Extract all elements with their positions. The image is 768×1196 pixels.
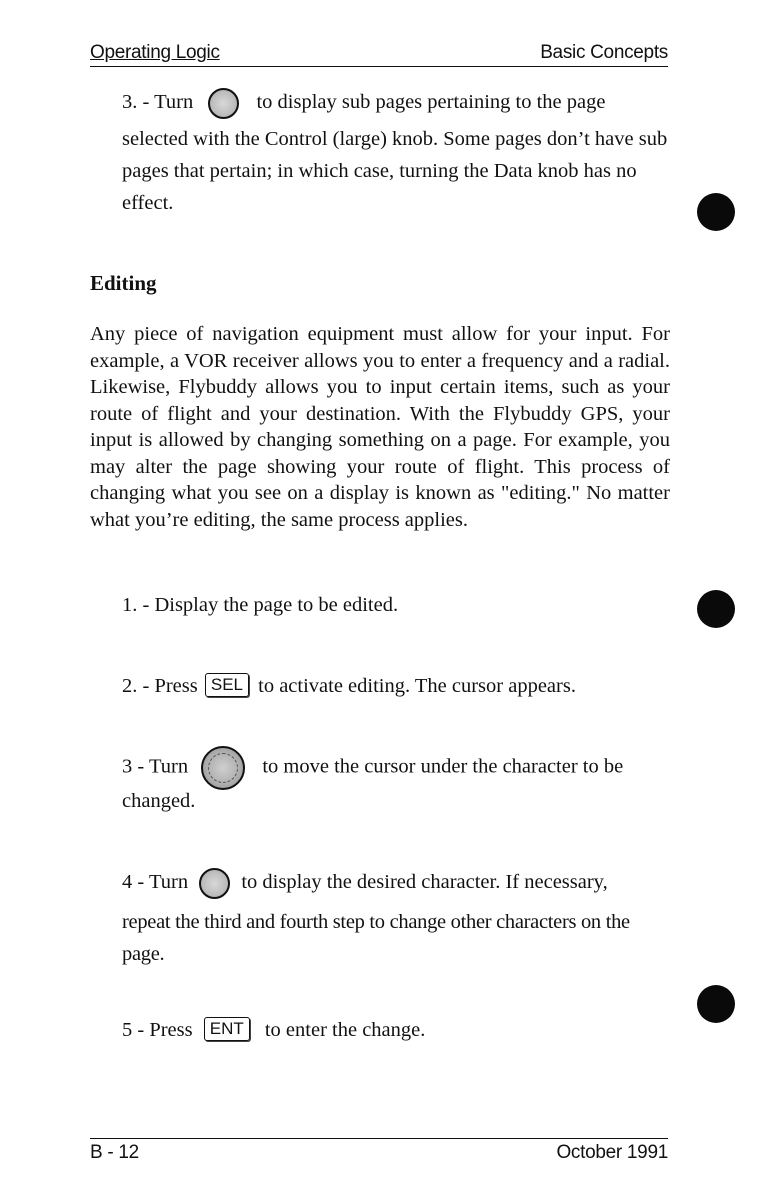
control-knob-icon <box>201 746 245 790</box>
intro-step-lead: 3. - Turn <box>122 91 194 114</box>
sel-key-icon: SEL <box>205 673 249 697</box>
step-3-text: to move the cursor under the character to be <box>262 755 624 778</box>
step-5 <box>122 1017 425 1042</box>
editing-paragraph: Any piece of navigation equipment must allow for your input. For example, a VOR receiver allows you to enter a frequency and a radial. Likewise, Flybuddy allows you to input certain items, such as your route of flight and your destination. With the Flybuddy GPS, your input is allowed by changing something on a page. For example, you may alter the page showing your route of flight. This process of changing what you see on a display is known as "editing." No matter what you’re editing, the same process applies. <box>90 323 670 531</box>
intro-step-text: to display sub pages pertaining to the page <box>256 91 606 114</box>
footer-date: October 1991 <box>556 1142 668 1163</box>
intro-step-continuation: selected with the Control (large) knob. Some pages don’t have sub pages that pertain; in which case, turning the Data knob has no effect. <box>122 128 668 214</box>
step-4-lead: 4 - Turn <box>122 871 189 894</box>
margin-bullet-icon <box>697 193 735 231</box>
page-footer <box>90 1138 668 1163</box>
step-4-continuation: repeat the third and fourth step to change other characters on the page. <box>122 911 630 965</box>
step-5-text: to enter the change. <box>264 1019 426 1041</box>
step-4-text: to display the desired character. If necessary, <box>241 871 608 894</box>
step-4 <box>122 868 608 899</box>
data-knob-icon <box>199 868 230 899</box>
step-1: 1. - Display the page to be edited. <box>122 594 399 616</box>
step-3-lead: 3 - Turn <box>122 755 189 778</box>
ent-key-icon: ENT <box>204 1017 250 1041</box>
step-2 <box>122 673 576 698</box>
step-5-lead: 5 - Press <box>122 1019 193 1041</box>
page-number: B - 12 <box>90 1142 139 1163</box>
margin-bullet-icon <box>697 985 735 1023</box>
margin-bullet-icon <box>697 590 735 628</box>
step-2-text: to activate editing. The cursor appears. <box>258 675 576 697</box>
step-2-lead: 2. - Press <box>122 675 198 697</box>
page-header <box>90 42 668 67</box>
data-knob-icon <box>208 88 239 119</box>
intro-step-line <box>122 88 605 119</box>
header-section: Basic Concepts <box>540 42 668 63</box>
step-3-continuation: changed. <box>122 790 196 812</box>
header-chapter: Operating Logic <box>90 42 220 63</box>
step-3 <box>122 746 623 790</box>
section-heading: Editing <box>90 271 157 295</box>
